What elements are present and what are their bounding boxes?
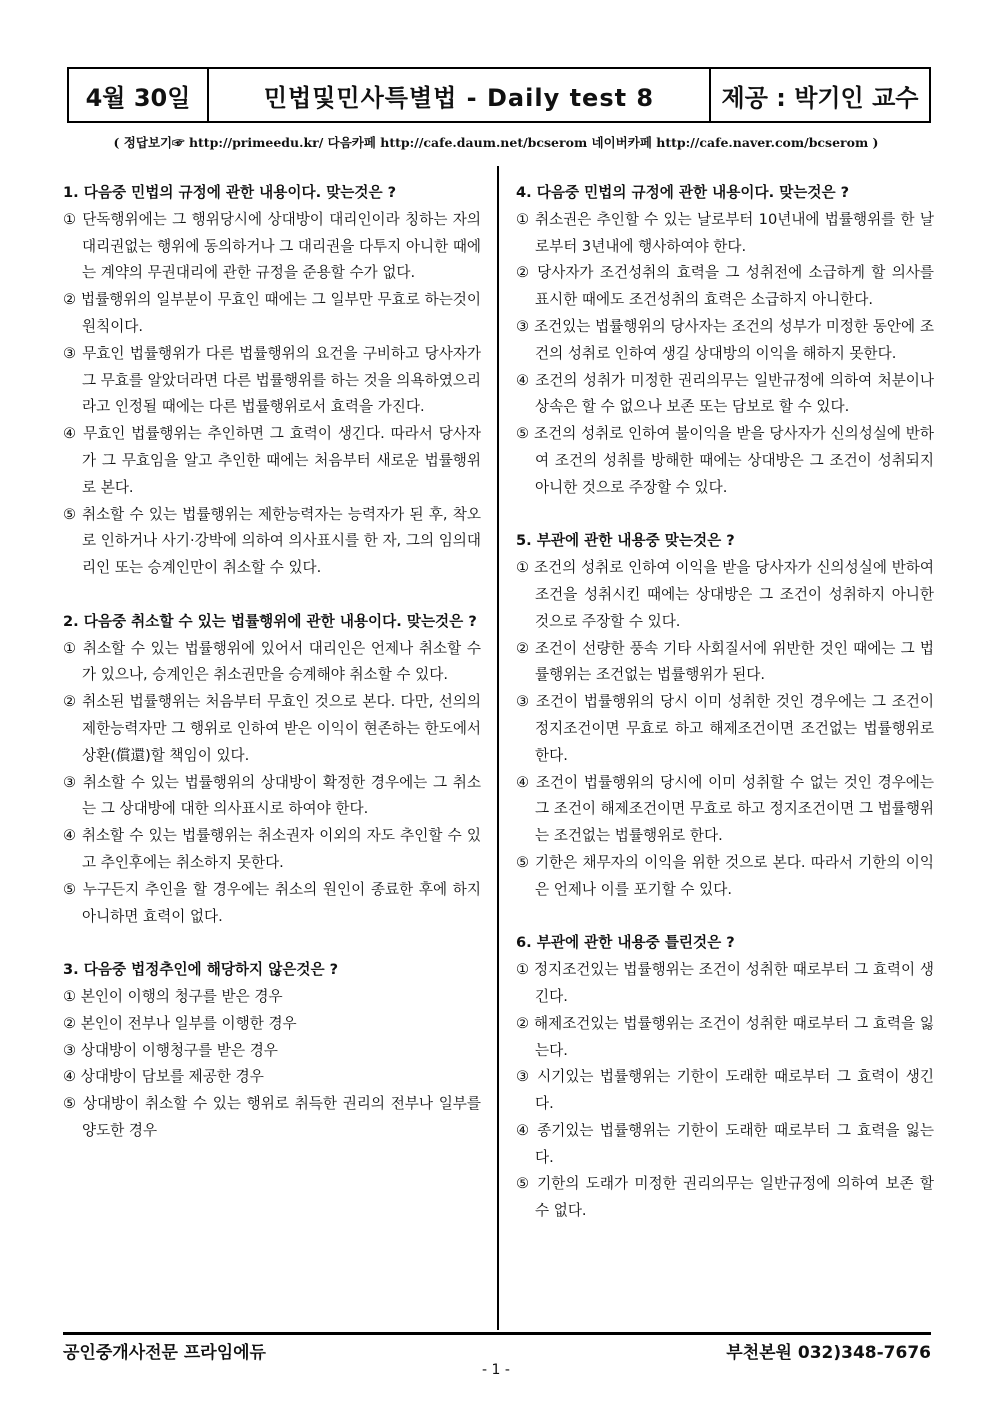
column-divider [497,166,499,1330]
question-title: 1. 다음중 민법의 규정에 관한 내용이다. 맞는것은 ? [63,184,397,201]
option: ④ 무효인 법률행위는 추인하면 그 효력이 생긴다. 따라서 당사자가 그 무효임을 알고 추인한 때에는 처음부터 새로운 법률행위로 본다. [63,425,481,496]
question-4 [516,180,934,502]
page-number: - 1 - [482,1362,510,1378]
footer-rule [63,1332,931,1335]
option: ⑤ 기한은 채무자의 이익을 위한 것으로 본다. 따라서 기한의 이익은 언제나 이를 포기할 수 있다. [516,853,934,898]
option: ② 당사자가 조건성취의 효력을 그 성취전에 소급하게 할 의사를 표시한 때에도 조건성취의 효력은 소급하지 아니한다. [516,264,934,309]
question-title: 2. 다음중 취소할 수 있는 법률행위에 관한 내용이다. 맞는것은 ? [63,612,477,630]
test-date: 4월 30일 [69,69,209,121]
option: ① 본인이 이행의 청구를 받은 경우 [63,987,283,1005]
option: ④ 종기있는 법률행위는 기한이 도래한 때로부터 그 효력을 잃는다. [516,1121,934,1166]
question-5 [516,528,934,903]
option: ② 조건이 선량한 풍속 기타 사회질서에 위반한 것인 때에는 그 법률행위는 조건없는 법률행위가 된다. [516,639,934,684]
option: ④ 조건의 성취가 미정한 권리의무는 일반규정에 의하여 처분이나 상속은 할 수 없으나 보존 또는 담보로 할 수 있다. [516,371,934,416]
option: ⑤ 조건의 성취로 인하여 불이익을 받을 당사자가 신의성실에 반하여 조건의 성취를 방해한 때에는 상대방은 그 조건이 성취되지 아니한 것으로 주장할 수 있다. [516,425,934,496]
question-title: 5. 부관에 관한 내용중 맞는것은 ? [516,532,735,550]
academy-name: 공인중개사전문 프라임에듀 [63,1343,266,1363]
option: ① 취소권은 추인할 수 있는 날로부터 10년내에 법률행위를 한 날로부터 3년내에 행사하여야 한다. [516,210,934,255]
option: ③ 조건있는 법률행위의 당사자는 조건의 성부가 미정한 동안에 조건의 성취로 인하여 생길 상대방의 이익을 해하지 못한다. [516,317,934,362]
option: ⑤ 누구든지 추인을 할 경우에는 취소의 원인이 종료한 후에 하지 아니하면 효력이 없다. [63,880,481,925]
left-column [63,180,481,1145]
option: ④ 취소할 수 있는 법률행위는 취소권자 이외의 자도 추인할 수 있고 추인후에는 취소하지 못한다. [63,827,481,871]
question-1 [63,180,481,582]
option: ③ 무효인 법률행위가 다른 법률행위의 요건을 구비하고 당사자가 그 무효를 알았더라면 다른 법률행위를 하는 것을 의욕하였으리라고 인정될 때에는 다른 법률행위로서 효력을 가진다. [63,344,482,416]
option: ③ 상대방이 이행청구를 받은 경우 [63,1041,278,1059]
option: ⑤ 취소할 수 있는 법률행위는 제한능력자는 능력자가 된 후, 착오로 인하거나 사기·강박에 의하여 의사표시를 한 자, 그의 임의대리인 또는 승계인만이 취소할 수 있다. [63,505,481,577]
option: ② 해제조건있는 법률행위는 조건이 성취한 때로부터 그 효력을 잃는다. [516,1014,934,1059]
question-2 [63,609,481,931]
option: ③ 취소할 수 있는 법률행위의 상대방이 확정한 경우에는 그 취소는 그 상대방에 대한 의사표시로 하여야 한다. [63,773,481,818]
option: ③ 조건이 법률행위의 당시 이미 성취한 것인 경우에는 그 조건이 정지조건이면 무효로 하고 해제조건이면 조건없는 법률행위로 한다. [516,693,934,764]
provider: 제공 : 박기인 교수 [721,83,919,112]
option: ① 단독행위에는 그 행위당시에 상대방이 대리인이라 칭하는 자의 대리권없는 행위에 동의하거나 그 대리권을 다투지 아니한 때에는 계약의 무권대리에 관한 규정을 준용할 수가 없다. [63,210,482,282]
right-column [516,180,934,1225]
option: ① 취소할 수 있는 법률행위에 있어서 대리인은 언제나 취소할 수가 있으나, 승계인은 취소권만을 승계해야 취소할 수 있다. [63,639,481,684]
question-6 [516,930,934,1225]
option: ② 법률행위의 일부분이 무효인 때에는 그 일부만 무효로 하는것이 원칙이다. [63,291,481,335]
option: ③ 시기있는 법률행위는 기한이 도래한 때로부터 그 효력이 생긴다. [516,1068,934,1113]
option: ① 조건의 성취로 인하여 이익을 받을 당사자가 신의성실에 반하여 조건을 성취시킨 때에는 상대방은 그 조건이 성취하지 아니한 것으로 주장할 수 있다. [516,559,934,630]
option: ④ 조건이 법률행위의 당시에 이미 성취할 수 없는 것인 경우에는 그 조건이 해제조건이면 무효로 하고 정지조건이면 그 법률행위는 조건없는 법률행위로 한다. [516,773,935,845]
answer-links-line: ( 정답보기☞ http://primeedu.kr/ 다음카페 http://cafe.daum.net/bcserom 네이버카페 http://cafe.naver.com/bcserom ) [113,135,879,150]
option: ⑤ 상대방이 취소할 수 있는 행위로 취득한 권리의 전부나 일부를 양도한 경우 [63,1095,481,1139]
option: ① 정지조건있는 법률행위는 조건이 성취한 때로부터 그 효력이 생긴다. [516,961,934,1005]
question-3 [63,957,481,1145]
question-title: 4. 다음중 민법의 규정에 관한 내용이다. 맞는것은 ? [516,184,850,201]
question-title: 6. 부관에 관한 내용중 틀린것은 ? [516,934,735,952]
branch-phone: 부천본원 032)348-7676 [726,1343,931,1363]
question-title: 3. 다음중 법정추인에 해당하지 않은것은 ? [63,961,339,979]
option: ② 본인이 전부나 일부를 이행한 경우 [63,1014,297,1032]
option: ⑤ 기한의 도래가 미정한 권리의무는 일반규정에 의하여 보존 할 수 없다. [516,1175,934,1220]
option: ④ 상대방이 담보를 제공한 경우 [63,1068,264,1086]
option: ② 취소된 법률행위는 처음부터 무효인 것으로 본다. 다만, 선의의 제한능력자만 그 행위로 인하여 받은 이익이 현존하는 한도에서 상환(償還)할 책임이 있다. [63,693,482,764]
header-box [67,67,931,123]
test-title: 민법및민사특별법 - Daily test 8 [209,69,711,121]
